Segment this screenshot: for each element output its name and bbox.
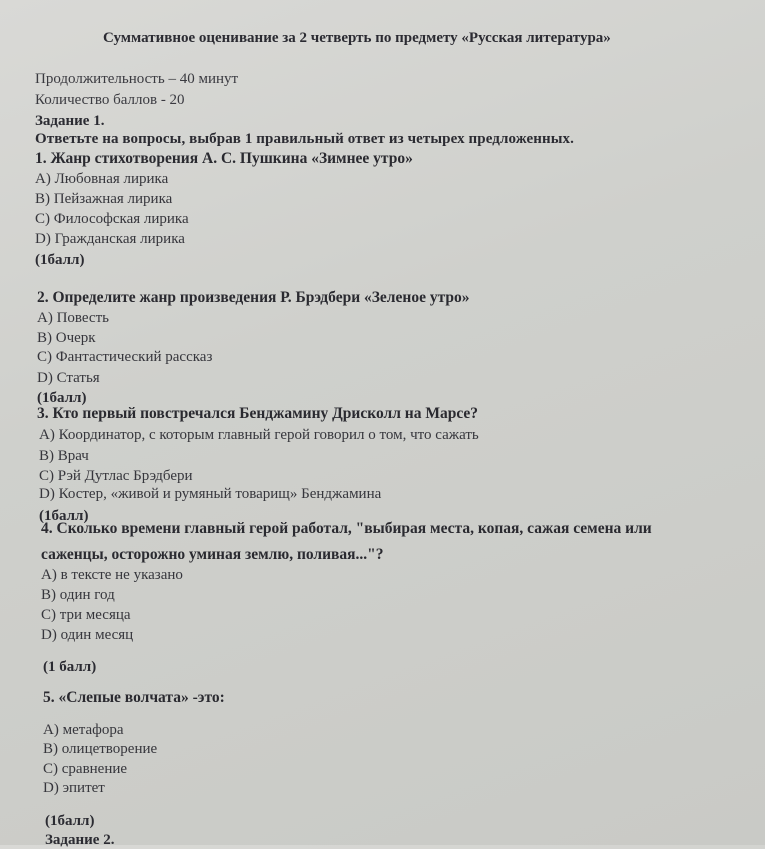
task2-heading: Задание 2.	[45, 832, 115, 848]
q2-option-b: В) Очерк	[37, 330, 96, 346]
q3-option-b: В) Врач	[39, 448, 89, 464]
q1-option-a: А) Любовная лирика	[35, 171, 169, 187]
q2-points: (1балл)	[37, 390, 87, 406]
q4-option-b: В) один год	[41, 587, 115, 603]
q3-points: (1балл)	[39, 508, 89, 524]
q4-option-d: D) один месяц	[41, 627, 134, 643]
q3-option-c: С) Рэй Дутлас Брэдбери	[39, 468, 193, 484]
q5-option-d: D) эпитет	[43, 780, 105, 796]
task1-heading: Задание 1.	[35, 113, 105, 129]
question-4-line1: 4. Сколько времени главный герой работал, "выбирая места, копая, сажая семена или	[41, 520, 652, 537]
question-2: 2. Определите жанр произведения Р. Брэдбери «Зеленое утро»	[37, 289, 470, 306]
q4-option-a: А) в тексте не указано	[41, 567, 183, 583]
q5-option-b: В) олицетворение	[43, 741, 158, 757]
question-4-line2: саженцы, осторожно уминая землю, поливая..."?	[41, 546, 384, 563]
page-title: Суммативное оценивание за 2 четверть по предмету «Русская литература»	[103, 30, 611, 46]
q2-option-d: D) Статья	[37, 370, 100, 386]
q2-option-a: А) Повесть	[37, 310, 109, 326]
question-3: 3. Кто первый повстречался Бенджамину Дрисколл на Марсе?	[37, 405, 479, 422]
q4-points: (1 балл)	[43, 659, 97, 675]
duration-text: Продолжительность – 40 минут	[35, 71, 239, 87]
q5-option-a: А) метафора	[43, 722, 124, 738]
instruction-text: Ответьте на вопросы, выбрав 1 правильный ответ из четырех предложенных.	[35, 131, 574, 147]
q1-option-d: D) Гражданская лирика	[35, 231, 185, 247]
question-1: 1. Жанр стихотворения А. С. Пушкина «Зимнее утро»	[35, 150, 413, 167]
question-5: 5. «Слепые волчата» -это:	[43, 689, 225, 706]
q1-option-b: В) Пейзажная лирика	[35, 191, 173, 207]
q3-option-a: А) Координатор, с которым главный герой говорил о том, что сажать	[39, 427, 479, 443]
q1-option-c: С) Философская лирика	[35, 211, 189, 227]
q3-option-d: D) Костер, «живой и румяный товарищ» Бенджамина	[39, 486, 382, 502]
q5-option-c: С) сравнение	[43, 761, 128, 777]
q4-option-c: С) три месяца	[41, 607, 131, 623]
q5-points: (1балл)	[45, 813, 95, 829]
q1-points: (1балл)	[35, 252, 85, 268]
q2-option-c: С) Фантастический рассказ	[37, 349, 213, 365]
points-total-text: Количество баллов - 20	[35, 92, 185, 108]
